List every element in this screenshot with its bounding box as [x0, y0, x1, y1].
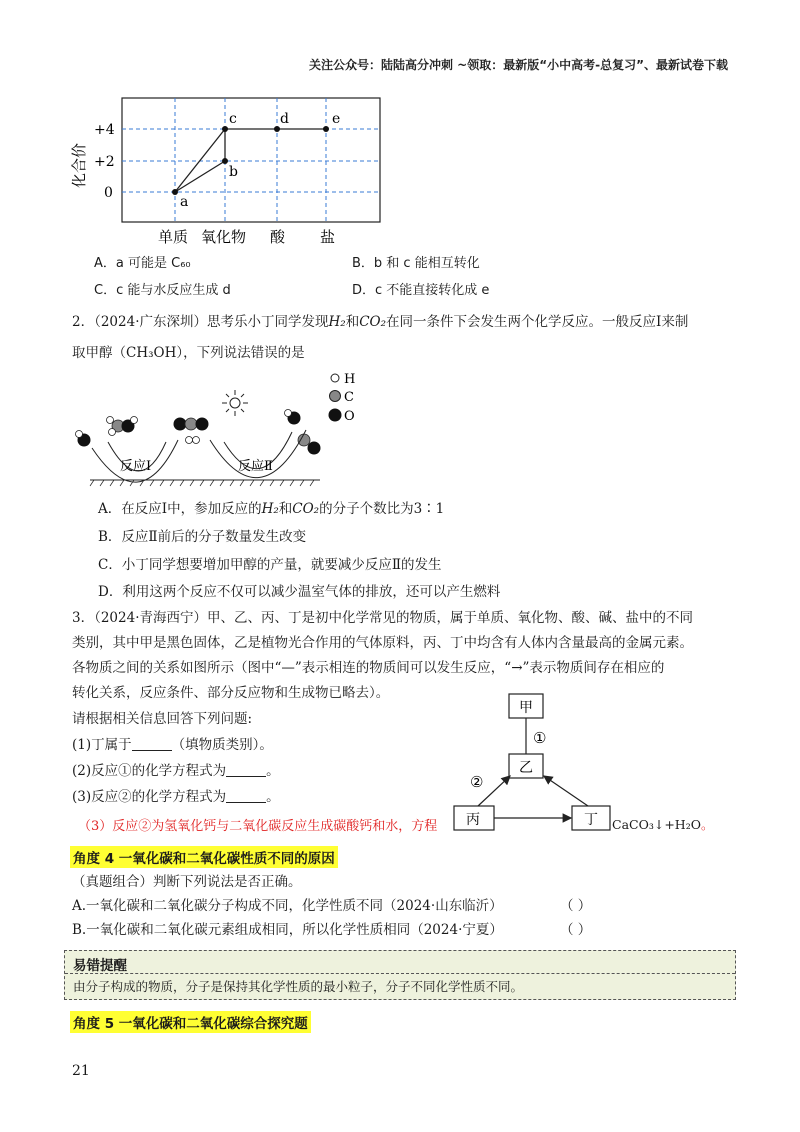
angle4-answer-a[interactable]: （ ）	[560, 898, 592, 914]
angle4-answer-b[interactable]: （ ）	[560, 922, 592, 938]
q3-answer-end: 。	[700, 817, 714, 832]
q2-opt-a-2: 的分子个数比为	[319, 501, 414, 517]
q3-sub1-b: （填物质类别）。	[171, 737, 273, 753]
sun-icon	[222, 390, 248, 416]
tip-divider	[65, 973, 735, 974]
q2-number: 2．	[72, 314, 95, 330]
point-b	[222, 158, 228, 164]
molecule-co2-a	[174, 418, 209, 431]
q2-opt-a-and: 和	[278, 501, 293, 517]
q3-sub3	[72, 787, 280, 807]
label-d: d	[280, 111, 289, 127]
q3-sub3-a: (3)反应②的化学方程式为	[72, 789, 227, 805]
legend-o-icon	[329, 409, 342, 422]
molecule-h2o-b	[285, 410, 301, 425]
molecule-methanol	[107, 417, 138, 436]
q3-sub2	[72, 761, 280, 781]
q2-option-c: C．小丁同学想要增加甲醇的产量，就要减少反应Ⅱ的发生	[98, 557, 442, 573]
xtick-3: 盐	[320, 228, 336, 246]
legend-c-icon	[330, 391, 341, 402]
legend-h-icon	[331, 374, 339, 382]
q2-rest1: 在同一条件下会发生两个化学反应。一般反应Ⅰ来制	[386, 314, 689, 330]
angle4-statement-b: B.一氧化碳和二氧化碳元素组成相同，所以化学性质相同（2024·宁夏）	[72, 922, 503, 938]
q3-sub2-blank[interactable]	[226, 762, 266, 777]
point-e	[323, 126, 329, 132]
q2-opt-a-ratio: 3∶1	[413, 501, 445, 517]
line-a-c	[175, 129, 225, 192]
legend-o-label: O	[344, 409, 355, 424]
chart-frame	[122, 98, 380, 222]
xtick-0: 单质	[158, 228, 189, 246]
label-c: c	[229, 111, 237, 127]
q3-answer-equation	[612, 815, 713, 835]
ytick-4: +4	[94, 122, 115, 138]
box-jia-label: 甲	[519, 700, 533, 716]
angle4-intro: （真题组合）判断下列说法是否正确。	[72, 874, 302, 890]
q3-answer: （3）反应②为氢氧化钙与二氧化碳反应生成碳酸钙和水，方程	[78, 819, 438, 834]
q3-stem-line3: 各物质之间的关系如图所示（图中“—”表示相连的物质间可以发生反应，“→”表示物质间存在相应的	[72, 660, 665, 676]
ytick-0: 0	[104, 185, 113, 201]
tip-text: 由分子构成的物质，分子是保持其化学性质的最小粒子，分子不同化学性质不同。	[73, 979, 524, 994]
q2-opt-a-h2: H₂	[261, 501, 279, 517]
angle4-title: 角度 4 一氧化碳和二氧化碳性质不同的原因	[70, 846, 338, 868]
reaction1-label: 反应Ⅰ	[120, 459, 152, 474]
angle4-statement-a: A.一氧化碳和二氧化碳分子构成不同，化学性质不同（2024·山东临沂）	[72, 898, 503, 914]
reaction-2-marker: ②	[470, 773, 484, 791]
q2-and: 和	[345, 314, 360, 330]
q2-co2: CO₂	[359, 314, 386, 330]
q3-stem-line2: 类别，其中甲是黑色固体，乙是植物光合作用的气体原料，丙、丁中均含有人体内含量最高的金属元素。	[72, 635, 693, 651]
q1-option-a: A．a 可能是 C₆₀	[94, 256, 191, 271]
xtick-2: 酸	[270, 228, 286, 246]
q2-methanol-formula: CH₃OH	[126, 345, 177, 361]
q3-sub2-b: 。	[266, 763, 280, 779]
point-a	[172, 189, 178, 195]
molecule-h2o	[76, 431, 91, 447]
box-bing-label: 丙	[466, 812, 480, 828]
q1-option-c: C．c 能与水反应生成 d	[94, 283, 231, 298]
label-a: a	[180, 194, 189, 210]
label-b: b	[229, 164, 238, 180]
header-note: 关注公众号：陆陆高分冲刺 ~领取：最新版“小中高考-总复习”、最新试卷下载	[309, 58, 728, 72]
q3-sub3-b: 。	[266, 789, 280, 805]
q3-answer-eq: CaCO₃↓+H₂O	[612, 817, 701, 832]
box-ding-label: 丁	[584, 812, 598, 828]
q3-stem-line4: 转化关系，反应条件、部分反应物和生成物已略去）。	[72, 685, 390, 701]
q3-sub1-a: (1)丁属于	[72, 737, 132, 753]
line-a-b	[175, 161, 225, 192]
ytick-2: +2	[94, 154, 115, 170]
q2-line2a: 取甲醇（	[72, 345, 126, 361]
q3-sub1	[72, 735, 273, 755]
box-yi-label: 乙	[519, 760, 533, 776]
molecule-co	[298, 434, 321, 455]
q3-prompt: 请根据相关信息回答下列问题:	[72, 711, 253, 727]
angle5-title: 角度 5 一氧化碳和二氧化碳综合探究题	[70, 1011, 311, 1033]
q2-option-a	[98, 499, 444, 519]
q2-source: （2024·广东深圳）思考乐小丁同学发现	[94, 314, 329, 330]
tip-title: 易错提醒	[73, 958, 127, 974]
reaction-1-marker: ①	[533, 729, 547, 747]
q1-option-d: D．c 不能直接转化成 e	[352, 283, 490, 298]
q2-option-b: B．反应Ⅱ前后的分子数量发生改变	[98, 529, 307, 545]
q2-line2b: ），下列说法错误的是	[176, 345, 305, 361]
q2-stem-line1	[72, 312, 688, 332]
reaction2-label: 反应Ⅱ	[238, 459, 273, 474]
q2-stem-line2	[72, 343, 305, 363]
arrow-ding-yi	[544, 776, 588, 806]
q3-sub3-blank[interactable]	[226, 788, 266, 803]
tip-box	[64, 950, 736, 1000]
legend-h-label: H	[344, 372, 356, 387]
point-c	[222, 126, 228, 132]
q3-sub1-blank[interactable]	[132, 736, 172, 751]
reaction-diagram	[70, 370, 390, 490]
page-number: 21	[72, 1063, 90, 1079]
molecule-h2-a	[186, 437, 200, 444]
ground-hatch	[90, 480, 314, 486]
q2-option-d: D．利用这两个反应不仅可以减少温室气体的排放，还可以产生燃料	[98, 584, 501, 600]
q2-h2: H₂	[328, 314, 346, 330]
q3-stem-line1: 3．（2024·青海西宁）甲、乙、丙、丁是初中化学常见的物质，属于单质、氧化物、酸、碱、盐中的不同	[72, 610, 693, 626]
xtick-1: 氧化物	[201, 228, 247, 246]
y-axis-label: 化合价	[70, 142, 88, 188]
valence-chart	[70, 90, 390, 250]
q2-opt-a-1: A．在反应Ⅰ中，参加反应的	[98, 501, 262, 517]
q2-opt-a-co2: CO₂	[292, 501, 320, 517]
q1-option-b: B．b 和 c 能相互转化	[352, 256, 480, 271]
label-e: e	[332, 111, 341, 127]
legend-c-label: C	[344, 390, 354, 405]
q3-sub2-a: (2)反应①的化学方程式为	[72, 763, 227, 779]
